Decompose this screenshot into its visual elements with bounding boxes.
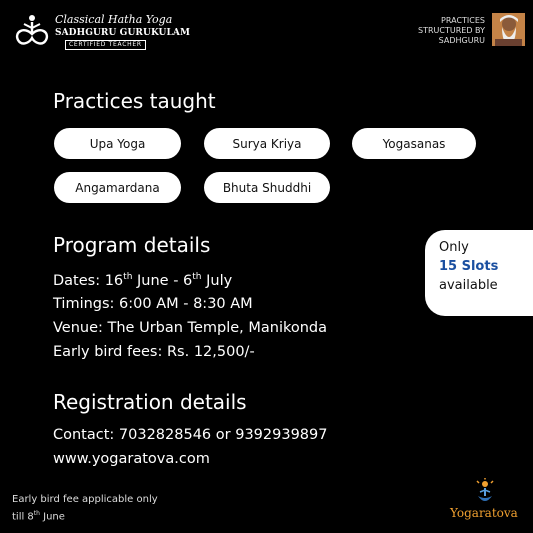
early-bird-footnote xyxy=(12,493,158,524)
note-line-3: SADHGURU xyxy=(438,36,485,45)
note-line-2: STRUCTURED BY xyxy=(418,26,485,35)
program-timings: Timings: 6:00 AM - 8:30 AM xyxy=(53,296,253,312)
brand-name: Yogaratova xyxy=(450,506,518,520)
logo-title: Classical Hatha Yoga xyxy=(55,13,173,26)
slots-available: available xyxy=(439,278,498,293)
practice-pill-bhuta-shuddhi: Bhuta Shuddhi xyxy=(204,172,330,203)
program-fees: Early bird fees: Rs. 12,500/- xyxy=(53,344,255,360)
logo-subtitle: SADHGURU GURUKULAM xyxy=(55,28,191,38)
yogaratova-brand xyxy=(446,478,526,522)
footnote-line-1: Early bird fee applicable only xyxy=(12,494,158,505)
yoga-figure-logo-icon xyxy=(12,14,52,48)
practices-heading: Practices taught xyxy=(53,89,216,113)
sadhguru-portrait xyxy=(492,13,525,46)
program-heading: Program details xyxy=(53,233,211,257)
practice-pill-upa-yoga: Upa Yoga xyxy=(54,128,181,159)
practice-pill-angamardana: Angamardana xyxy=(54,172,181,203)
logo-certified: CERTIFIED TEACHER xyxy=(65,40,146,50)
slots-count: 15 Slots xyxy=(439,259,499,274)
slots-only: Only xyxy=(439,240,469,255)
program-dates: Dates: 16th June - 6th July xyxy=(53,272,233,289)
registration-heading: Registration details xyxy=(53,390,247,414)
registration-contact: Contact: 7032828546 or 9392939897 xyxy=(53,427,328,443)
practice-pill-surya-kriya: Surya Kriya xyxy=(204,128,330,159)
practices-structured-note xyxy=(395,16,485,46)
note-line-1: PRACTICES xyxy=(441,16,485,25)
gurukulam-logo xyxy=(12,12,191,52)
yogaratova-logo-icon xyxy=(474,478,496,506)
slots-badge xyxy=(425,230,533,316)
footnote-line-2: till 8th June xyxy=(12,510,65,523)
program-venue: Venue: The Urban Temple, Manikonda xyxy=(53,320,328,336)
registration-website[interactable]: www.yogaratova.com xyxy=(53,451,210,467)
portrait-icon xyxy=(492,13,525,46)
practice-pill-yogasanas: Yogasanas xyxy=(352,128,476,159)
